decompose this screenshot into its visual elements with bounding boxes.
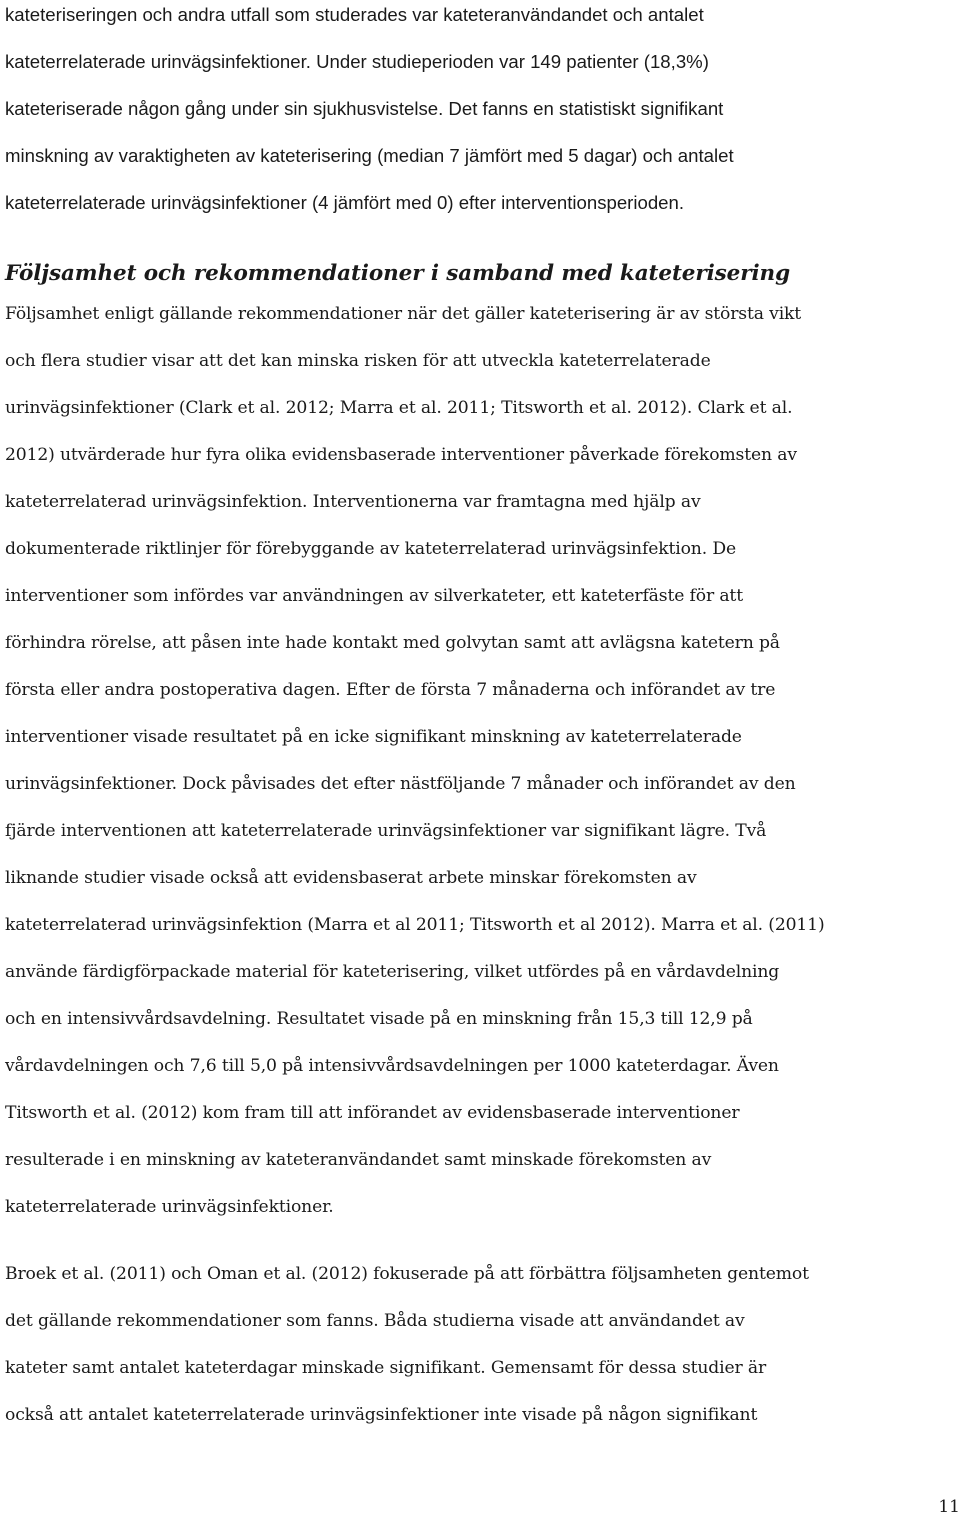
text-line: kateteriserade någon gång under sin sjukhusvistelse. Det fanns en statistiskt signifikant [5, 98, 724, 119]
text-line: Titsworth et al. (2012) kom fram till att införandet av evidensbaserade interventioner [5, 1103, 740, 1123]
text-line: kateteriseringen och andra utfall som studerades var kateteranvändandet och antalet [5, 4, 704, 25]
text-line: 2012) utvärderade hur fyra olika evidensbaserade interventioner påverkade förekomsten av [5, 445, 797, 465]
text-line: kateterrelaterad urinvägsinfektion (Marra et al 2011; Titsworth et al 2012). Marra et al. (2011) [5, 915, 825, 935]
paragraph-followup [5, 1251, 809, 1439]
text-line: interventioner som infördes var användningen av silverkateter, ett kateterfäste för att [5, 586, 743, 606]
text-line: kateterrelaterade urinvägsinfektioner (4 jämfört med 0) efter interventionsperioden. [5, 192, 685, 213]
text-line: och en intensivvårdsavdelning. Resultatet visade på en minskning från 15,3 till 12,9 på [5, 1009, 753, 1029]
text-line: Följsamhet enligt gällande rekommendationer när det gäller kateterisering är av största vikt [5, 304, 802, 324]
text-line: minskning av varaktigheten av kateterisering (median 7 jämfört med 5 dagar) och antalet [5, 145, 734, 166]
text-line: använde färdigförpackade material för kateterisering, vilket utfördes på en vårdavdelning [5, 962, 780, 982]
text-line: Broek et al. (2011) och Oman et al. (2012) fokuserade på att förbättra följsamheten gentemot [5, 1264, 809, 1284]
text-line: det gällande rekommendationer som fanns. Båda studierna visade att användandet av [5, 1311, 745, 1331]
text-line: interventioner visade resultatet på en icke signifikant minskning av kateterrelaterade [5, 727, 742, 747]
text-line: liknande studier visade också att evidensbaserat arbete minskar förekomsten av [5, 868, 697, 888]
text-line: fjärde interventionen att kateterrelaterade urinvägsinfektioner var signifikant lägre. Två [5, 821, 767, 841]
text-line: och flera studier visar att det kan minska risken för att utveckla kateterrelaterade [5, 351, 711, 371]
paragraph-compliance [5, 291, 825, 1231]
text-line: urinvägsinfektioner. Dock påvisades det efter nästföljande 7 månader och införandet av den [5, 774, 796, 794]
paragraph-intro [5, 0, 734, 226]
section-heading: Följsamhet och rekommendationer i samband med kateterisering [5, 261, 790, 286]
page-number: 11 [938, 1497, 960, 1517]
text-line: resulterade i en minskning av kateteranvändandet samt minskade förekomsten av [5, 1150, 712, 1170]
text-line: kateter samt antalet kateterdagar minskade signifikant. Gemensamt för dessa studier är [5, 1358, 767, 1378]
text-line: förhindra rörelse, att påsen inte hade kontakt med golvytan samt att avlägsna katetern på [5, 633, 780, 653]
text-line: kateterrelaterad urinvägsinfektion. Interventionerna var framtagna med hjälp av [5, 492, 701, 512]
text-line: vårdavdelningen och 7,6 till 5,0 på intensivvårdsavdelningen per 1000 kateterdagar. Även [5, 1056, 779, 1076]
text-line: också att antalet kateterrelaterade urinvägsinfektioner inte visade på någon signifikant [5, 1405, 758, 1425]
text-line: urinvägsinfektioner (Clark et al. 2012; Marra et al. 2011; Titsworth et al. 2012). Clark et al. [5, 398, 793, 418]
text-line: kateterrelaterade urinvägsinfektioner. [5, 1197, 334, 1217]
text-line: första eller andra postoperativa dagen. Efter de första 7 månaderna och införandet av tre [5, 680, 776, 700]
text-line: kateterrelaterade urinvägsinfektioner. Under studieperioden var 149 patienter (18,3%) [5, 51, 709, 72]
text-line: dokumenterade riktlinjer för förebyggande av kateterrelaterad urinvägsinfektion. De [5, 539, 736, 559]
